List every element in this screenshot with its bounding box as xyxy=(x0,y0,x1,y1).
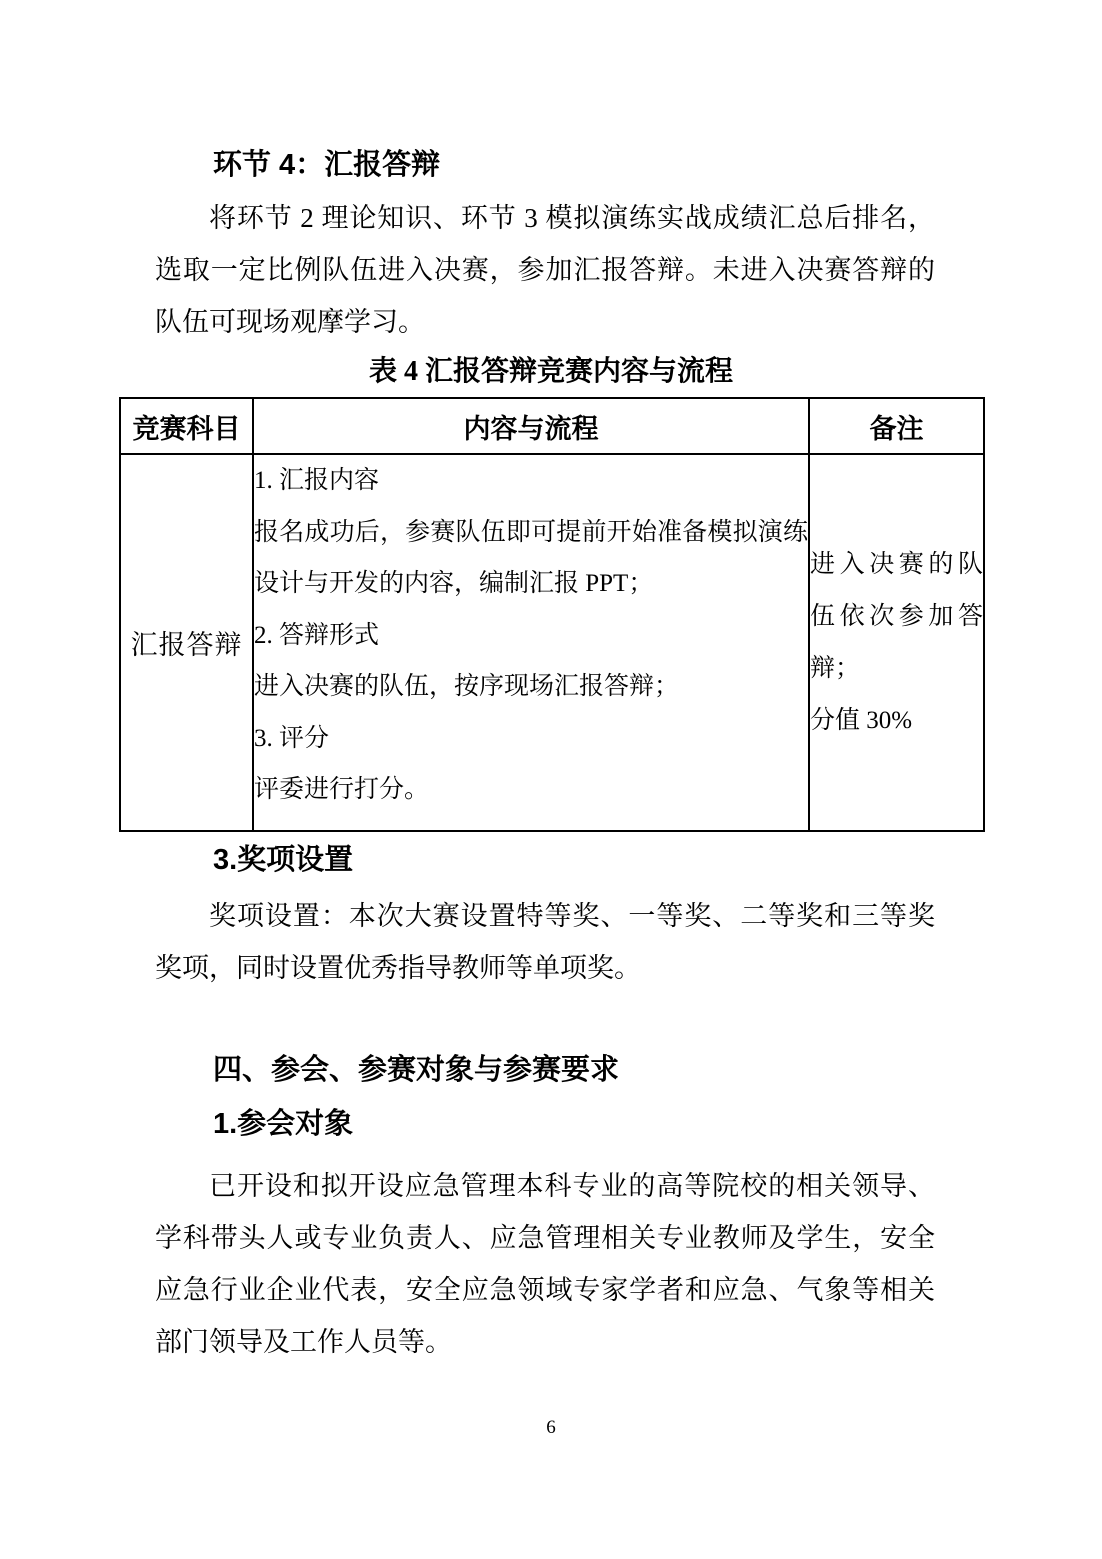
content-item-2-body: 进入决赛的队伍，按序现场汇报答辩； xyxy=(254,673,680,700)
document-content xyxy=(130,145,983,1442)
header-cell-remark: 备注 xyxy=(809,398,984,454)
remark-line-2: 分值 30% xyxy=(810,706,913,734)
subject-cell: 汇报答辩 xyxy=(120,454,253,831)
content-item-3-body: 评委进行打分。 xyxy=(254,776,430,803)
table-row xyxy=(120,454,984,831)
remark-line-1: 进入决赛的队伍依次参加答辩； xyxy=(810,550,983,682)
content-item-3-title: 3. 评分 xyxy=(254,724,330,752)
header-cell-content: 内容与流程 xyxy=(253,398,809,454)
section-4-heading: 四、参会、参赛对象与参赛要求 xyxy=(213,1054,620,1086)
content-item-2-title: 2. 答辩形式 xyxy=(254,621,380,649)
attendees-paragraph: 已开设和拟开设应急管理本科专业的高等院校的相关领导、学科带头人或专业负责人、应急管理相关专业教师及学生，安全应急行业企业代表，安全应急领域专家学者和应急、气象等相关部门领导及工作人员等。 xyxy=(155,1171,935,1357)
page-number: 6 xyxy=(546,1417,556,1438)
table-4-wrapper xyxy=(119,397,983,832)
header-cell-subject: 竞赛科目 xyxy=(120,398,253,454)
awards-paragraph: 奖项设置：本次大赛设置特等奖、一等奖、二等奖和三等奖奖项，同时设置优秀指导教师等单项奖。 xyxy=(155,901,935,983)
content-item-1-body: 报名成功后，参赛队伍即可提前开始准备模拟演练设计与开发的内容，编制汇报 PPT； xyxy=(254,518,808,597)
awards-heading: 3.奖项设置 xyxy=(213,844,354,876)
session-4-heading: 环节 4：汇报答辩 xyxy=(213,149,441,181)
session-4-intro-paragraph: 将环节 2 理论知识、环节 3 模拟演练实战成绩汇总后排名，选取一定比例队伍进入决赛，参加汇报答辩。未进入决赛答辩的队伍可现场观摩学习。 xyxy=(155,203,935,337)
table-header-row xyxy=(120,398,984,454)
content-cell xyxy=(253,454,809,831)
table-4-caption: 表 4 汇报答辩竞赛内容与流程 xyxy=(368,356,733,387)
remark-cell xyxy=(809,454,984,831)
content-item-1-title: 1. 汇报内容 xyxy=(254,467,380,494)
table-4 xyxy=(119,397,985,832)
attendees-heading: 1.参会对象 xyxy=(213,1108,354,1140)
